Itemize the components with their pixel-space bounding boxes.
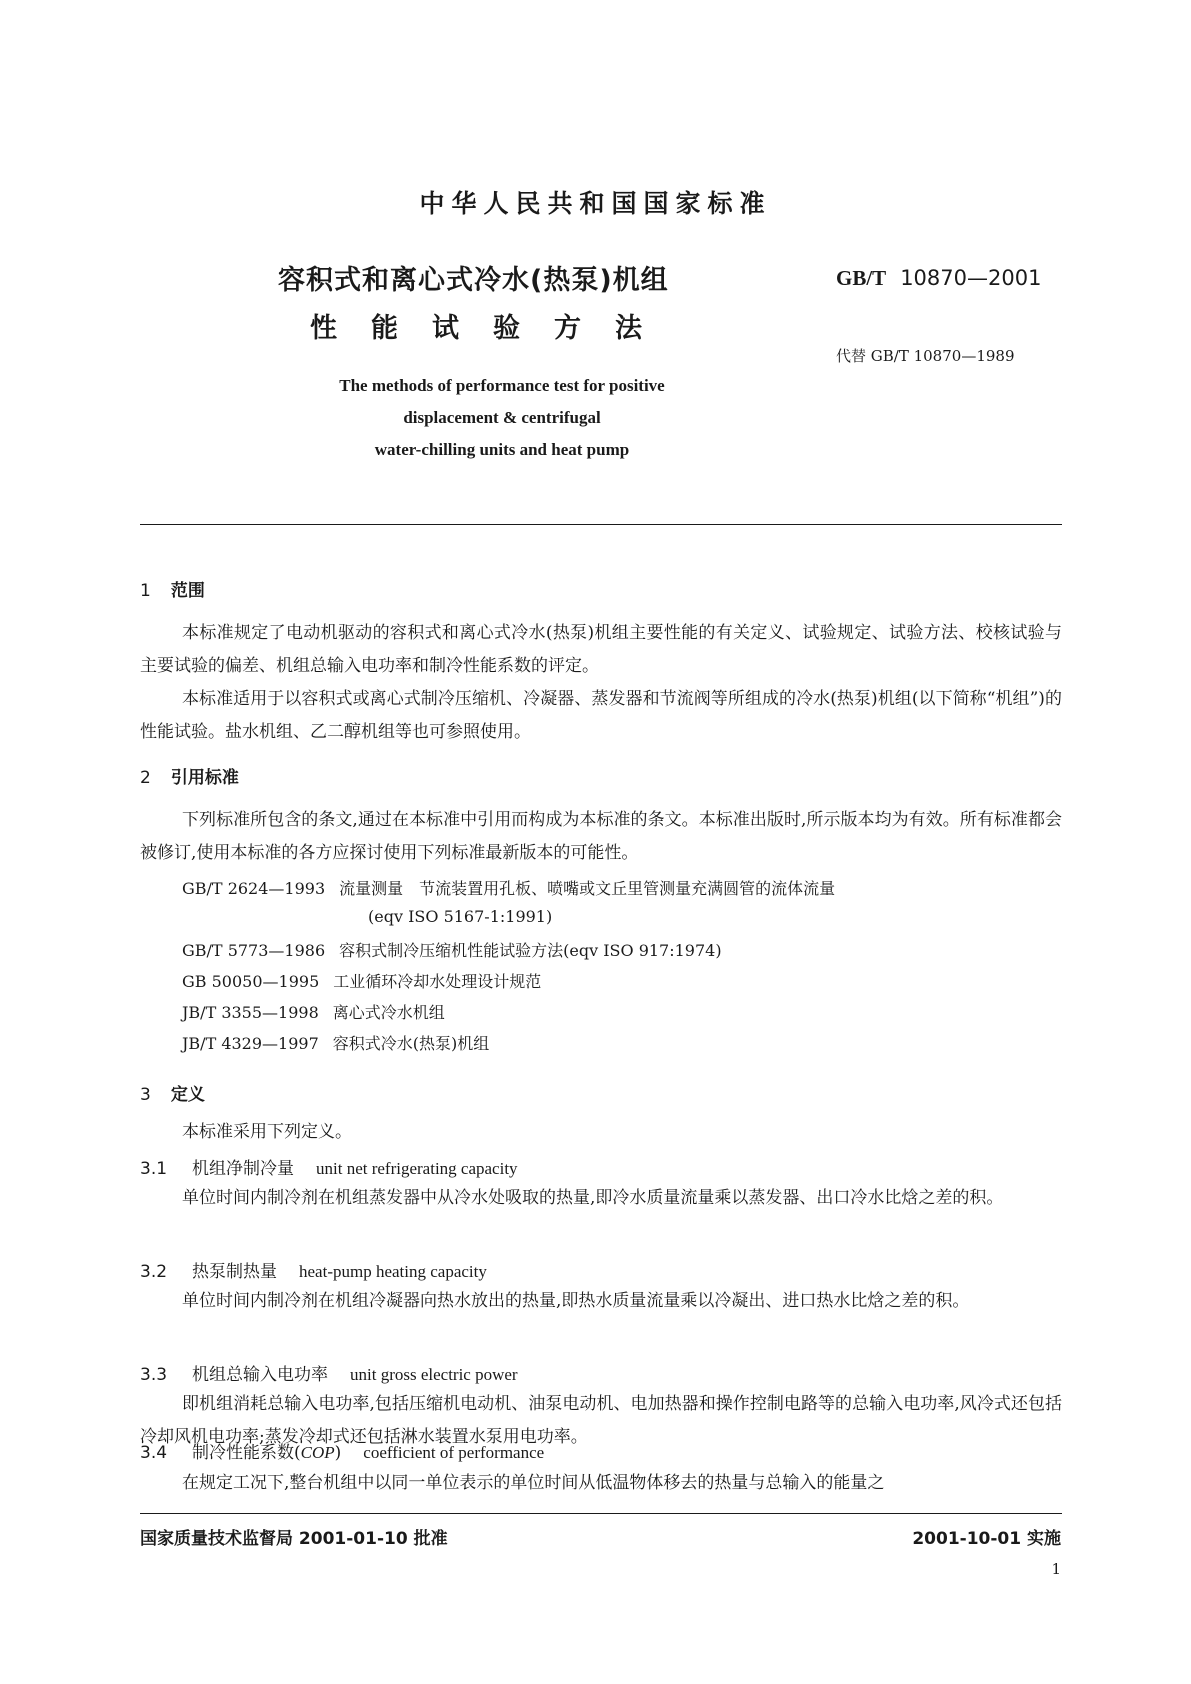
reference-item (182, 969, 541, 992)
reference-code: JB/T 3355—1998 (182, 1003, 319, 1022)
definition-3-2-heading (140, 1257, 487, 1282)
title-cn-line2: 性能试验方法 (310, 313, 676, 344)
definition-3-3-body: 即机组消耗总输入电功率,包括压缩机电动机、油泵电动机、电加热器和操作控制电路等的总输入电功率,风冷式还包括冷却风机电功率;蒸发冷却式还包括淋水装置水泵用电功率。 (140, 1394, 1062, 1447)
definition-3-4-heading (140, 1438, 544, 1463)
title-cn-line1: 容积式和离心式冷水(热泵)机组 (278, 265, 669, 296)
reference-title: 离心式冷水机组 (332, 1003, 445, 1022)
title-en-line3: water-chilling units and heat pump (374, 440, 630, 459)
section-title: 定义 (170, 1085, 205, 1105)
reference-title: (eqv ISO 5167-1:1991) (368, 907, 553, 926)
title-en-line2: displacement & centrifugal (403, 408, 601, 427)
definition-3-3-heading (140, 1360, 518, 1385)
standard-number: 10870—2001 (900, 266, 1042, 290)
definition-number: 3.3 (140, 1365, 168, 1385)
reference-title: 容积式制冷压缩机性能试验方法(eqv ISO 917:1974) (339, 941, 722, 960)
implementation-date: 2001-10-01 实施 (912, 1529, 1061, 1549)
section-1-paragraph-1: 本标准规定了电动机驱动的容积式和离心式冷水(热泵)机组主要性能的有关定义、试验规定、试验方法、校核试验与主要试验的偏差、机组总输入电功率和制冷性能系数的评定。 (140, 623, 1062, 676)
section-title: 引用标准 (170, 768, 239, 788)
reference-code: GB/T 5773—1986 (182, 941, 326, 960)
definition-term: 制冷性能系数( (192, 1443, 301, 1463)
definition-term-en: unit net refrigerating capacity (316, 1159, 518, 1178)
section-3-intro: 本标准采用下列定义。 (182, 1122, 352, 1142)
footer-divider (140, 1513, 1062, 1514)
reference-item (182, 876, 835, 899)
section-number: 1 (140, 581, 151, 601)
section-3-heading (140, 1080, 205, 1105)
definition-term: 热泵制热量 (192, 1262, 277, 1282)
reference-code: GB/T 2624—1993 (182, 879, 326, 898)
definition-term: 机组净制冷量 (192, 1159, 294, 1179)
definition-term-en: heat-pump heating capacity (299, 1262, 487, 1281)
definition-3-2-body: 单位时间内制冷剂在机组冷凝器向热水放出的热量,即热水质量流量乘以冷凝出、进口热水比焓之差的积。 (182, 1291, 970, 1311)
replaces-standard: 代替 GB/T 10870—1989 (836, 347, 1015, 365)
header-divider (140, 524, 1062, 525)
definition-number: 3.2 (140, 1262, 168, 1282)
reference-item (182, 1000, 445, 1023)
definition-3-4-body: 在规定工况下,整台机组中以同一单位表示的单位时间从低温物体移去的热量与总输入的能量之 (182, 1473, 885, 1493)
reference-item (182, 1031, 489, 1054)
reference-code: JB/T 4329—1997 (182, 1034, 319, 1053)
definition-number: 3.4 (140, 1443, 168, 1463)
reference-title: 容积式冷水(热泵)机组 (332, 1034, 490, 1053)
title-en-line1: The methods of performance test for positive (339, 376, 665, 395)
reference-item-continuation (368, 907, 552, 926)
definition-term-abbr: COP (300, 1443, 335, 1462)
reference-code: GB 50050—1995 (182, 972, 320, 991)
definition-number: 3.1 (140, 1159, 168, 1179)
section-1-paragraph-2: 本标准适用于以容积式或离心式制冷压缩机、冷凝器、蒸发器和节流阀等所组成的冷水(热泵)机组(以下简称“机组”)的性能试验。盐水机组、乙二醇机组等也可参照使用。 (140, 689, 1062, 742)
approval-info: 国家质量技术监督局 2001-01-10 批准 (140, 1529, 448, 1549)
definition-3-1-body: 单位时间内制冷剂在机组蒸发器中从冷水处吸取的热量,即冷水质量流量乘以蒸发器、出口冷水比焓之差的积。 (182, 1188, 1004, 1208)
standard-prefix: GB/T (836, 266, 887, 290)
section-2-paragraph-1: 下列标准所包含的条文,通过在本标准中引用而构成为本标准的条文。本标准出版时,所示版本均为有效。所有标准都会被修订,使用本标准的各方应探讨使用下列标准最新版本的可能性。 (140, 810, 1062, 863)
standard-code (836, 266, 1041, 291)
definition-term: 机组总输入电功率 (192, 1365, 328, 1385)
section-1-heading (140, 576, 205, 601)
section-number: 3 (140, 1085, 151, 1105)
national-standard-heading: 中华人民共和国国家标准 (419, 189, 772, 218)
page-number: 1 (1051, 1560, 1061, 1578)
definition-term-close: ) (334, 1443, 342, 1463)
reference-item (182, 938, 722, 961)
definition-term-en: unit gross electric power (350, 1365, 518, 1384)
reference-title: 流量测量 节流装置用孔板、喷嘴或文丘里管测量充满圆管的流体流量 (339, 879, 836, 898)
section-2-heading (140, 763, 239, 788)
definition-term-en: coefficient of performance (363, 1443, 545, 1462)
definition-3-1-heading (140, 1154, 518, 1179)
section-title: 范围 (170, 581, 205, 601)
reference-title: 工业循环冷却水处理设计规范 (333, 972, 542, 991)
section-number: 2 (140, 768, 151, 788)
